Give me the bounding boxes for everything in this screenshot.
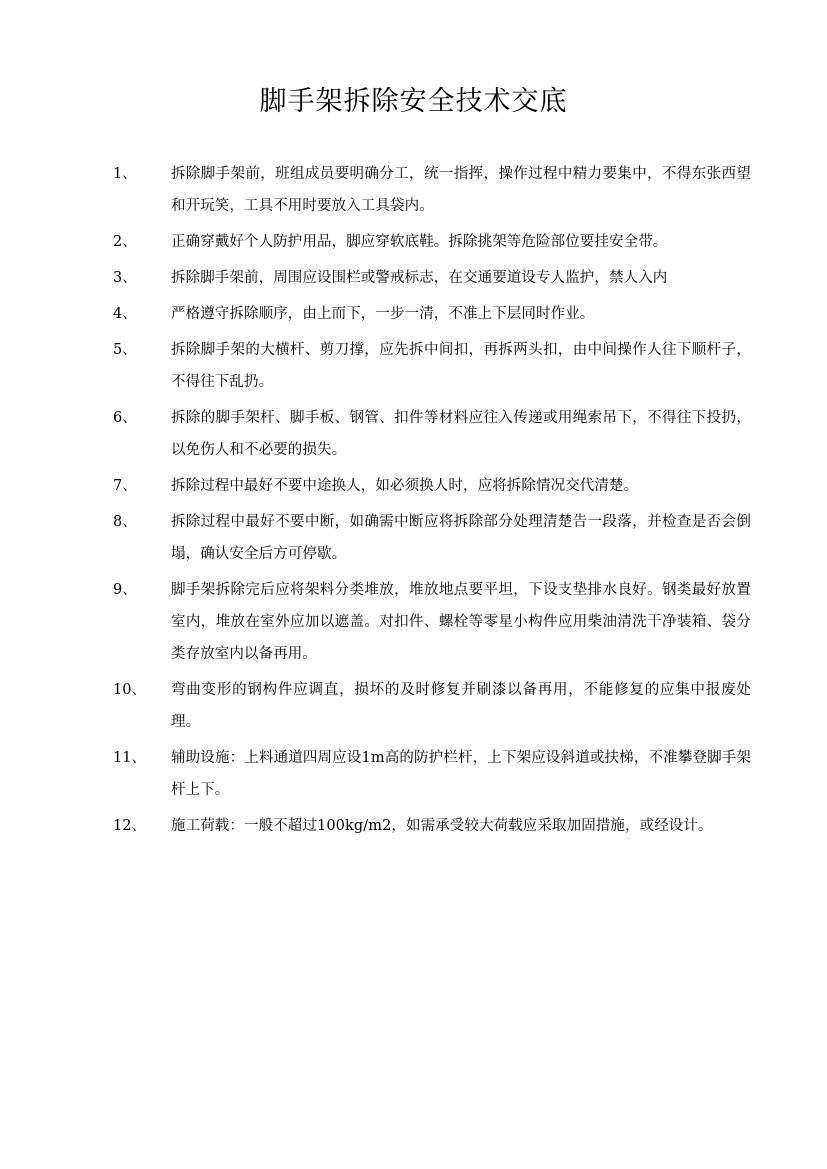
item-text: 拆除过程中最好不要中途换人，如必须换人时，应将拆除情况交代清楚。 [171,478,639,494]
item-text: 脚手架拆除完后应将架料分类堆放，堆放地点要平坦，下设支垫排水良好。钢类最好放置室内，堆放在室外应加以遮盖。对扣件、螺栓等零星小构件应用柴油清洗干净装箱、袋分类存放室内以备再用。 [171,582,751,662]
item-number: 10、 [113,682,146,698]
list-item [0,506,827,570]
list-item [0,674,827,738]
list-item [0,226,827,258]
item-text: 施工荷载：一般不超过100kg/m2，如需承受较大荷载应采取加固措施，或经设计。 [171,818,713,834]
page-title: 脚手架拆除安全技术交底 [259,86,568,117]
list-item [0,470,827,502]
instruction-list [0,158,827,846]
list-item [0,742,827,806]
item-number: 3、 [113,270,137,286]
list-item [0,574,827,670]
item-number: 4、 [113,306,137,322]
item-number: 6、 [113,410,137,426]
item-text: 辅助设施：上料通道四周应设1m高的防护栏杆，上下架应设斜道或扶梯，不准攀登脚手架杆上下。 [171,750,751,798]
list-item [0,334,827,398]
item-text: 拆除过程中最好不要中断，如确需中断应将拆除部分处理清楚告一段落，并检查是否会倒塌，确认安全后方可停歇。 [171,514,751,562]
item-number: 5、 [113,342,137,358]
item-number: 2、 [113,234,137,250]
list-item [0,298,827,330]
item-number: 12、 [113,818,146,834]
list-item [0,158,827,222]
item-number: 1、 [113,166,137,182]
item-text: 拆除脚手架前，周围应设围栏或警戒标志，在交通要道设专人监护，禁人入内 [171,270,668,286]
item-text: 正确穿戴好个人防护用品，脚应穿软底鞋。拆除挑架等危险部位要挂安全带。 [171,234,668,250]
list-item [0,402,827,466]
item-text: 严格遵守拆除顺序，由上而下，一步一清，不准上下层同时作业。 [171,306,595,322]
item-number: 7、 [113,478,137,494]
item-text: 弯曲变形的钢构件应调直，损坏的及时修复并刷漆以备再用，不能修复的应集中报废处理。 [171,682,751,730]
list-item [0,810,827,842]
item-number: 8、 [113,514,137,530]
item-text: 拆除脚手架的大横杆、剪刀撑，应先拆中间扣，再拆两头扣，由中间操作人往下顺杆子，不得往下乱扔。 [171,342,751,390]
list-item [0,262,827,294]
item-number: 11、 [113,750,146,766]
item-text: 拆除的脚手架杆、脚手板、钢管、扣件等材料应往入传递或用绳索吊下，不得往下投扔，以免伤人和不必要的损失。 [171,410,751,458]
item-text: 拆除脚手架前，班组成员要明确分工，统一指挥，操作过程中精力要集中，不得东张西望和开玩笑，工具不用时要放入工具袋内。 [171,166,751,214]
item-number: 9、 [113,582,137,598]
